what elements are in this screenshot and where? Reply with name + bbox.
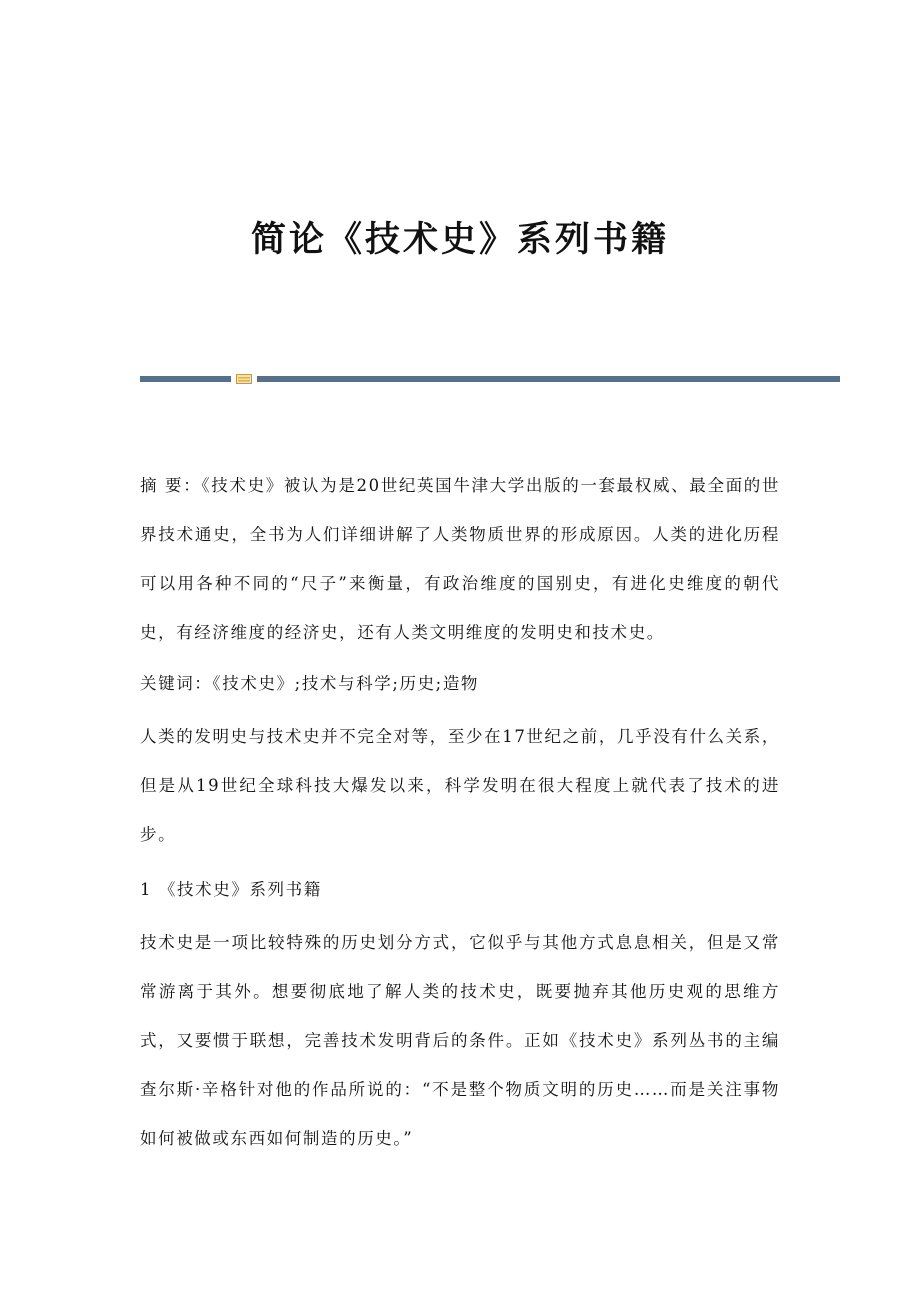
page-ornament-icon xyxy=(236,374,252,384)
section-paragraph: 技术史是一项比较特殊的历史划分方式，它似乎与其他方式息息相关，但是又常常游离于其外。想要彻底地了解人类的技术史，既要抛弃其他历史观的思维方式，又要惯于联想，完善技术发明背后的条件。正如《技术史》系列丛书的主编查尔斯·辛格针对他的作品所说的：“不是整个物质文明的历史……而是关注事物如何被做或东西如何制造的历史。” xyxy=(140,933,780,1148)
keywords-text: 《技术史》;技术与科学;历史;造物 xyxy=(212,674,480,693)
keywords-line xyxy=(140,659,780,708)
abstract-text: 《技术史》被认为是20世纪英国牛津大学出版的一套最权威、最全面的世界技术通史，全书为人们详细讲解了人类物质世界的形成原因。人类的进化历程可以用各种不同的“尺子”来衡量，有政治维度的国别史，有进化史维度的朝代史，有经济维度的经济史，还有人类文明维度的发明史和技术史。 xyxy=(140,476,780,642)
section-heading: 1 《技术史》系列书籍 xyxy=(140,880,322,899)
divider-bar-right xyxy=(257,376,840,382)
divider-bar-left xyxy=(140,376,231,382)
intro-paragraph: 人类的发明史与技术史并不完全对等，至少在17世纪之前，几乎没有什么关系，但是从19世纪全球科技大爆发以来，科学发明在很大程度上就代表了技术的进步。 xyxy=(140,727,780,844)
abstract-paragraph xyxy=(140,461,780,657)
keywords-label: 关键词： xyxy=(140,674,213,693)
abstract-label: 摘 要： xyxy=(140,476,202,495)
document-title: 简论《技术史》系列书籍 xyxy=(250,219,669,260)
title-divider xyxy=(140,374,840,384)
